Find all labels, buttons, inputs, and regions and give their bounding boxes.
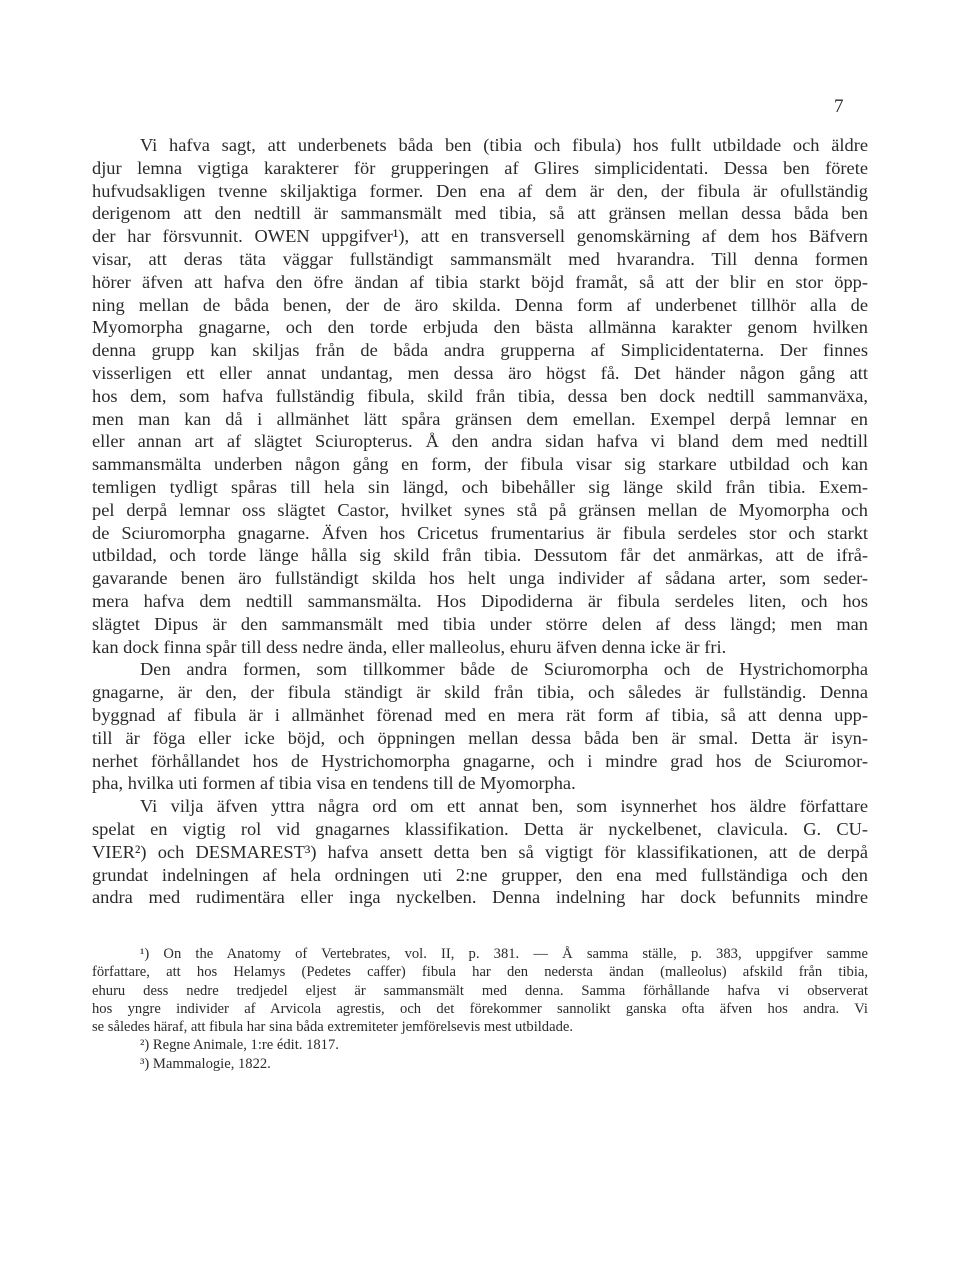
text-line: nerhet förhållandet hos de Hystrichomorpha gnagarne, och i mindre grad hos de Sciuromor- [92,750,868,771]
text-line: denna grupp kan skiljas från de båda andra grupperna af Simplicidentaterna. Der finnes [92,340,868,361]
text-line: hufvudsakligen tvenne skiljaktiga former. Den ena af dem är den, der fibula är ofullständig [92,180,868,201]
text-line: gnagarne, är den, der fibula ständigt är skild från tibia, och således är fullständig. Denna [92,682,868,703]
text-line: pha, hvilka uti formen af tibia visa en tendens till de Myomorpha. [92,773,576,794]
text-line: spelat en vigtig rol vid gnagarnes klassifikation. Detta är nyckelbenet, clavicula. G. CU- [92,818,868,839]
text-line: utbildad, och torde länge hålla sig skild från tibia. Dessutom får det anmärkas, att de ifrå- [92,545,868,566]
text-line: byggnad af fibula är i allmänhet förenad med en mera rät form af tibia, så att denna upp- [92,704,868,725]
footnote-line: författare, att hos Helamys (Pedetes caffer) fibula har den nedersta ändan (malleolus) afskild från tibia, [92,964,868,981]
footnote-line: se således häraf, att fibula har sina båda extremiteter jemförelsevis mest utbildade. [92,1019,574,1036]
footnote-line: ²) Regne Animale, 1:re édit. 1817. [140,1037,339,1054]
text-line: Den andra formen, som tillkommer både de Sciuromorpha och de Hystrichomorpha [140,659,868,680]
text-line: slägtet Dipus är den sammansmält med tibia under större delen af dess längd; men man [92,613,868,634]
text-line: der har försvunnit. OWEN uppgifver¹), att en transversell genomskärning af dem hos Bäfvern [92,226,868,247]
footnote-line: ³) Mammalogie, 1822. [140,1055,271,1072]
footnote-line: ¹) On the Anatomy of Vertebrates, vol. II, p. 381. — Å samma ställe, p. 383, uppgifver samme [140,946,868,962]
text-line: djur lemna vigtiga karakterer för grupperingen af Glires simplicidentati. Dessa ben förete [92,157,868,178]
body-text [92,134,868,909]
footnotes [92,945,868,1073]
text-line: visserligen ett eller annat undantag, men dessa äro högst få. Det händer någon gång att [92,362,868,383]
footnote-line: hos yngre individer af Arvicola agrestis, och det förekommer sannolikt ganska ofta äfven hos andra. Vi [92,1000,868,1017]
page-number: 7 [834,96,844,117]
text-line: hörer äfven att hafva den öfre ändan af tibia starkt böjd framåt, så att der blir en stor öpp- [92,271,868,292]
text-line: kan dock finna spår till dess nedre ända, eller malleolus, ehuru äfven denna icke är fri. [92,636,727,657]
text-line: Vi vilja äfven yttra några ord om ett annat ben, som isynnerhet hos äldre författare [140,796,868,817]
text-line: men man kan då i allmänhet lätt spåra gränsen dem emellan. Exempel derpå lemnar en [92,408,868,429]
text-line: andra med rudimentära eller inga nyckelben. Denna indelning har dock befunnits mindre [92,887,868,908]
text-line: hos dem, som hafva fullständig fibula, skild från tibia, dessa ben dock nedtill sammanväxa, [92,385,868,406]
text-line: eller annan art af slägtet Sciuropterus. Å den andra sidan hafva vi bland dem med nedtill [92,431,868,452]
text-line: de Sciuromorpha gnagarne. Äfven hos Cricetus frumentarius är fibula serdeles stor och starkt [92,522,868,543]
text-line: mera hafva dem nedtill sammansmälta. Hos Dipodiderna är fibula serdeles liten, och hos [92,590,868,611]
text-line: till är föga eller icke böjd, och öppningen mellan dessa båda ben är smal. Detta är isyn- [92,727,868,748]
text-line: temligen tydligt spåras till hela sin längd, och bibehåller sig länge skild från tibia. Exem- [92,476,868,497]
text-line: Vi hafva sagt, att underbenets båda ben (tibia och fibula) hos fullt utbildade och äldre [140,135,868,155]
text-line: visar, att deras täta väggar fullständigt sammansmält med hvarandra. Till denna formen [92,248,868,269]
text-line: VIER²) och DESMAREST³) hafva ansett detta ben så vigtigt för klassifikationen, att de derpå [92,841,868,862]
text-line: grundat indelningen af hela ordningen uti 2:ne grupper, den ena med fullständiga och den [92,864,868,885]
text-line: ning mellan de båda benen, der de äro skilda. Denna form af underbenet tillhör alla de [92,294,868,315]
text-line: Myomorpha gnagarne, och den torde erbjuda den bästa allmänna karakter genom hvilken [92,317,868,338]
text-line: sammansmälta underben någon gång en form, der fibula visar sig starkare utbildad och kan [92,454,868,475]
text-line: pel derpå lemnar oss slägtet Castor, hvilket synes stå på gränsen mellan de Myomorpha och [92,499,868,520]
footnote-line: ehuru dess nedre tredjedel eljest är sammansmält med denna. Samma förhållande hafva vi observerat [92,982,868,999]
text-line: gavarande benen äro fullständigt skilda hos helt unga individer af sådana arter, som seder- [92,568,868,589]
text-line: derigenom att den nedtill är sammansmält med tibia, så att gränsen mellan dessa båda ben [92,203,868,224]
